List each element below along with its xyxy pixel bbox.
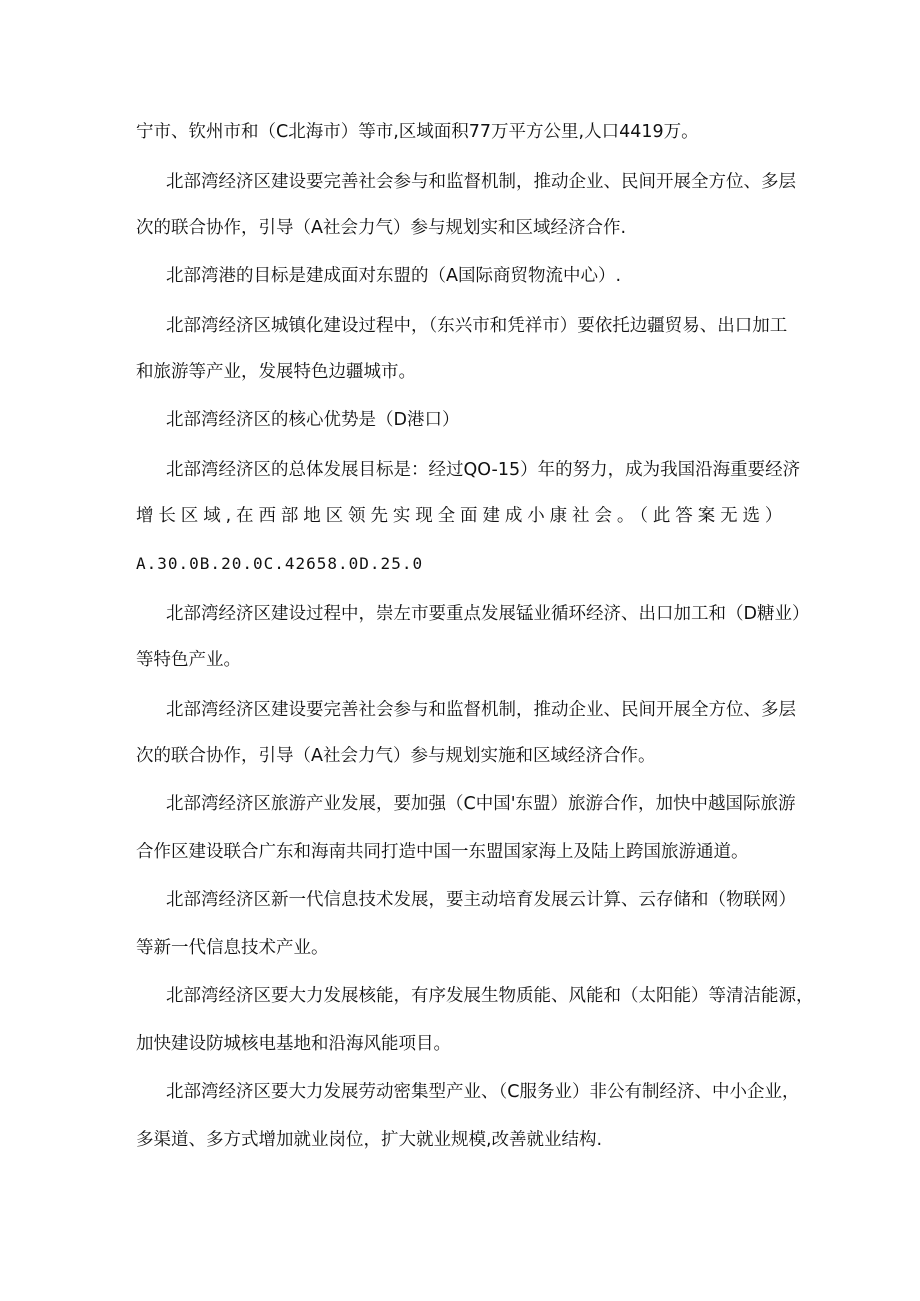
- text-line: 北部湾经济区建设要完善社会参与和监督机制，推动企业、民间开展全方位、多层: [166, 700, 796, 720]
- text-line: 次的联合协作，引导（A社会力气）参与规划实施和区域经济合作。: [136, 746, 656, 766]
- text-line: 北部湾经济区新一代信息技术发展，要主动培育发展云计算、云存储和（物联网）: [166, 890, 796, 910]
- text-line: 宁市、钦州市和（C北海市）等市,区域面积77万平方公里,人口4419万。: [136, 122, 699, 142]
- text-line: 北部湾港的目标是建成面对东盟的（A国际商贸物流中心）.: [166, 266, 622, 286]
- answer-options-line: A.30.0B.20.0C.42658.0D.25.0: [136, 554, 424, 573]
- text-line: 合作区建设联合广东和海南共同打造中国一东盟国家海上及陆上跨国旅游通道。: [136, 842, 749, 862]
- text-line: 北部湾经济区要大力发展核能，有序发展生物质能、风能和（太阳能）等清洁能源，: [166, 986, 814, 1006]
- text-line: 北部湾经济区城镇化建设过程中，（东兴市和凭祥市）要依托边疆贸易、出口加工: [166, 316, 788, 336]
- text-line: 次的联合协作，引导（A社会力气）参与规划实和区域经济合作.: [136, 218, 627, 238]
- text-line: 北部湾经济区建设要完善社会参与和监督机制，推动企业、民间开展全方位、多层: [166, 172, 796, 192]
- text-line: 北部湾经济区的核心优势是（D港口）: [166, 410, 460, 430]
- text-line: 增长区域,在西部地区领先实现全面建成小康社会。（此答案无选）: [136, 506, 788, 526]
- text-line: 北部湾经济区的总体发展目标是：经过QO-15）年的努力，成为我国沿海重要经济: [166, 460, 801, 480]
- text-line: 和旅游等产业，发展特色边疆城市。: [136, 362, 416, 382]
- text-line: 等新一代信息技术产业。: [136, 938, 329, 958]
- text-line: 北部湾经济区要大力发展劳动密集型产业、（C服务业）非公有制经济、中小企业，: [166, 1082, 800, 1102]
- text-line: 等特色产业。: [136, 650, 241, 670]
- text-line: 北部湾经济区建设过程中，崇左市要重点发展锰业循环经济、出口加工和（D糖业）: [166, 604, 810, 624]
- text-line: 北部湾经济区旅游产业发展，要加强（C中国'东盟）旅游合作，加快中越国际旅游: [166, 794, 796, 814]
- text-line: 多渠道、多方式增加就业岗位，扩大就业规模,改善就业结构.: [136, 1130, 603, 1150]
- text-line: 加快建设防城核电基地和沿海风能项目。: [136, 1034, 451, 1054]
